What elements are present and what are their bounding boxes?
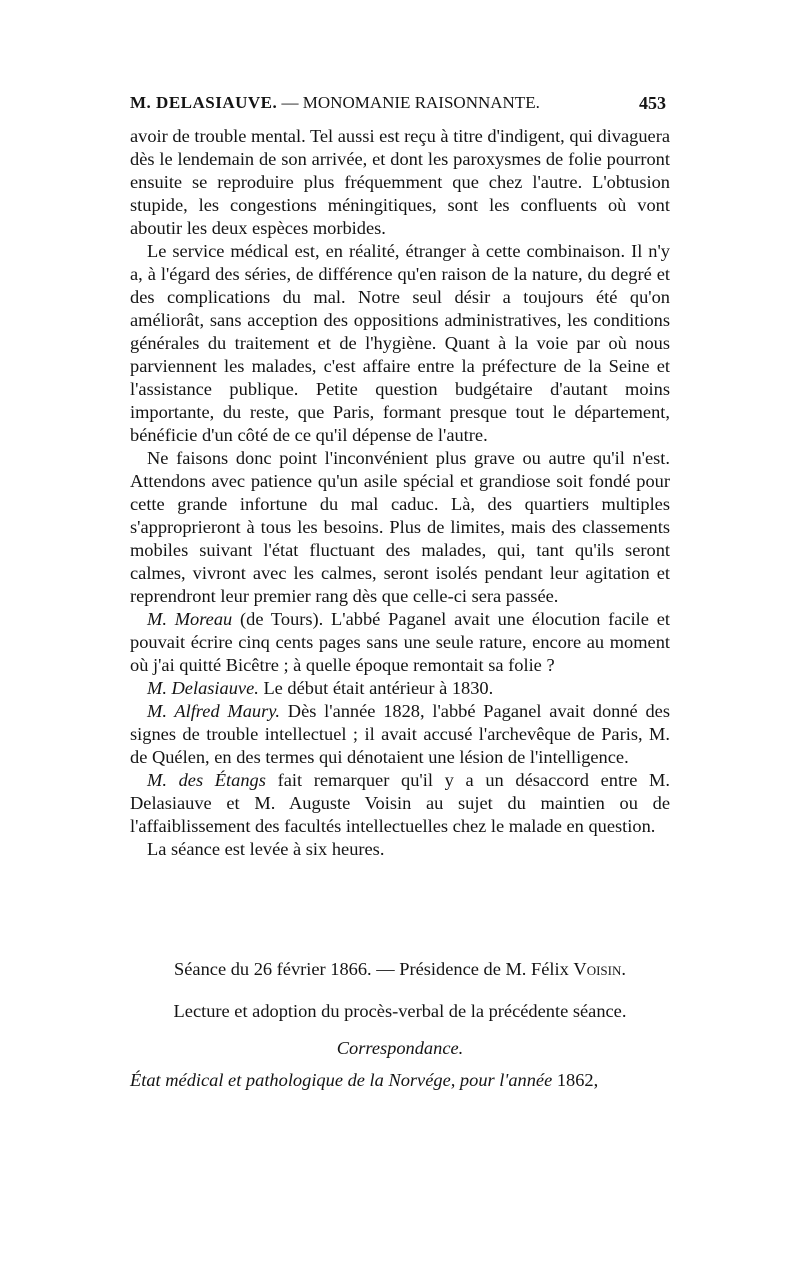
paragraph-adjourned: La séance est levée à six heures. xyxy=(147,839,385,859)
speaker-maury: M. Alfred Maury. xyxy=(147,701,281,721)
report-title-line xyxy=(130,1069,670,1092)
body-text xyxy=(130,125,670,861)
running-header xyxy=(130,92,666,114)
header-author: M. DELASIAUVE. xyxy=(130,93,278,112)
paragraph-asylum: Ne faisons donc point l'inconvénient plus grave ou autre qu'il n'est. Attendons avec patience qu'un asile spécial et grandiose soit fondé pour cette grande infortune du mal caduc. Là, des quartiers multiples s'approprieront à tous les besoins. Plus de limites, mais des classements mobiles suivant l'état fluctuant des malades, qui, tant qu'ils seront calmes, vivront avec les calmes, seront isolés pendant leur agitation et reprendront leur premier rang dès que celle-ci sera passée. xyxy=(130,448,670,606)
session-heading-text: Séance du 26 février 1866. — Présidence de M. Félix xyxy=(174,959,574,979)
speaker-delasiauve: M. Delasiauve. xyxy=(147,678,259,698)
remark-moreau: (de Tours). L'abbé Paganel avait une élocution facile et pouvait écrire cinq cents pages sans une seule rature, encore au moment où j'ai quitté Bicêtre ; à quelle époque remontait sa folie ? xyxy=(130,609,670,675)
remark-delasiauve: Le début était antérieur à 1830. xyxy=(258,678,494,698)
paragraph-des-etangs xyxy=(130,769,670,838)
president-surname: Voisin. xyxy=(573,959,626,979)
report-title: État médical et pathologique de la Norvége, pour l'année xyxy=(130,1070,553,1090)
paragraph-maury xyxy=(130,700,670,769)
remark-des-etangs: fait remarquer qu'il y a un désaccord entre M. Delasiauve et M. Auguste Voisin au sujet du maintien ou de l'affaiblissement des facultés intellectuelles chez le malade en question. xyxy=(130,770,670,836)
header-topic: MONOMANIE RAISONNANTE. xyxy=(302,93,540,112)
paragraph-delasiauve xyxy=(130,677,670,700)
paragraph-medical-service: Le service médical est, en réalité, étranger à cette combinaison. Il n'y a, à l'égard des séries, de différence qu'en raison de la nature, du degré et des complications du mal. Notre seul désir a toujours été qu'on améliorât, sans acception des oppositions administratives, les conditions générales du traitement et de l'hygiène. Quant à la voie par où nous parviennent les malades, c'est affaire entre la préfecture de la Seine et l'assistance publique. Petite question budgétaire d'autant moins importante, du reste, que Paris, formant presque tout le département, bénéficie d'un côté de ce qu'il dépense de l'autre. xyxy=(130,241,670,445)
paragraph-continuation: avoir de trouble mental. Tel aussi est reçu à titre d'indigent, qui divaguera dès le lendemain de son arrivée, et dont les paroxysmes de folie pourront ensuite se reproduire plus fréquemment que chez l'autre. L'obtusion stupide, les congestions méningitiques, sont les confluents où vont aboutir les deux espèces morbides. xyxy=(130,126,670,238)
paragraph-moreau xyxy=(130,608,670,677)
speaker-moreau: M. Moreau xyxy=(147,609,233,629)
minutes-adoption: Lecture et adoption du procès-verbal de la précédente séance. xyxy=(173,1001,627,1021)
speaker-des-etangs: M. des Étangs xyxy=(147,770,266,790)
header-separator: — xyxy=(277,93,303,112)
session-heading xyxy=(130,958,670,981)
correspondence-heading: Correspondance. xyxy=(336,1038,464,1058)
report-year: 1862, xyxy=(552,1070,599,1090)
page-number: 453 xyxy=(639,93,666,113)
remark-maury: Dès l'année 1828, l'abbé Paganel avait donné des signes de trouble intellectuel ; il avait accusé l'archevêque de Paris, M. de Quélen, en des termes qui dénotaient une lésion de l'intelligence. xyxy=(130,701,670,767)
